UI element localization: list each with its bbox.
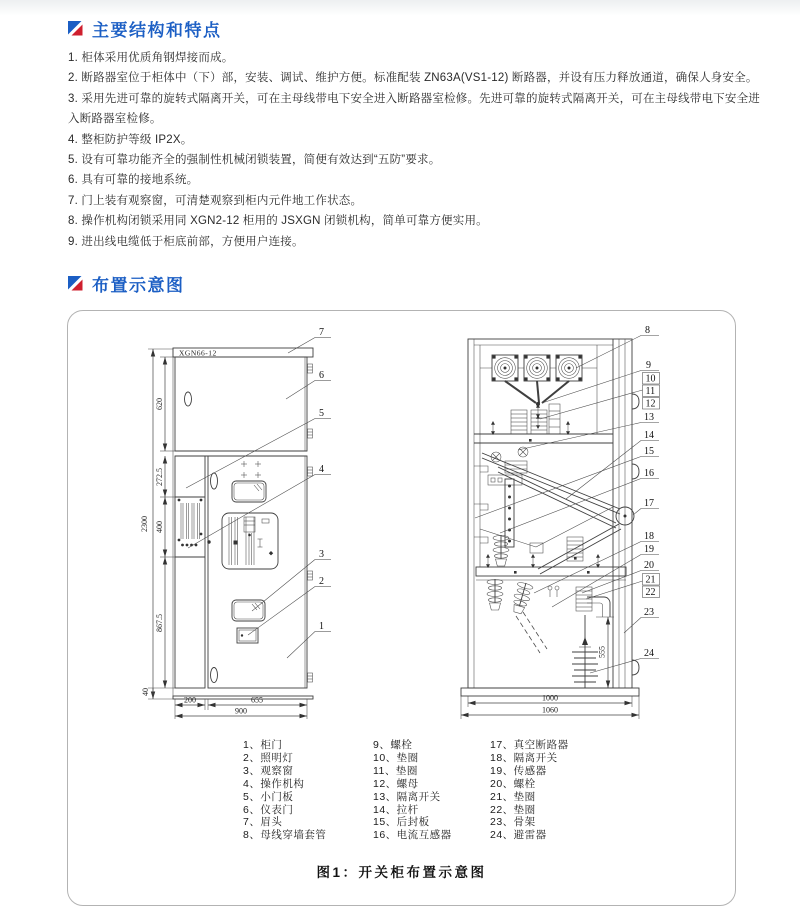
- callout-number: 15: [644, 446, 654, 457]
- features-section-title: 主要结构和特点: [92, 21, 222, 40]
- callout-number: 16: [644, 468, 654, 479]
- parts-list-column-2: [373, 739, 452, 842]
- feature-item: 8. 操作机构闭锁采用同 XGN2-12 柜用的 JSXGN 闭锁机构，简单可靠方便实用。: [68, 215, 488, 228]
- dimension-label: 620: [155, 398, 164, 410]
- callout-number: 5: [319, 408, 324, 419]
- parts-list-item: 14、拉杆: [373, 803, 419, 816]
- parts-list-item: 23、骨架: [490, 816, 536, 829]
- callout-number: 18: [644, 531, 654, 542]
- feature-item: 5. 设有可靠功能齐全的强制性机械闭锁装置，简便有效达到“五防”要求。: [68, 154, 441, 167]
- parts-list-item: 10、垫圈: [373, 751, 419, 764]
- feature-item: 6. 具有可靠的接地系统。: [68, 174, 199, 187]
- parts-list-item: 18、隔离开关: [490, 751, 558, 764]
- dimension-label: 40: [141, 688, 150, 696]
- callout-number: 19: [644, 544, 654, 555]
- parts-list-item: 17、真空断路器: [490, 739, 569, 751]
- callout-number: 4: [319, 464, 324, 475]
- parts-list-item: 9、螺栓: [373, 739, 413, 751]
- callout-number: 2: [319, 576, 324, 587]
- callout-number: 11: [645, 386, 656, 397]
- feature-item: 1. 柜体采用优质角钢焊接而成。: [68, 52, 234, 64]
- section-bullet-icon: [68, 276, 83, 291]
- dimension-label: 555: [597, 646, 607, 658]
- parts-list-item: 13、隔离开关: [373, 790, 441, 803]
- dimension-label: 1000: [542, 693, 558, 703]
- figure-panel: [67, 310, 736, 906]
- callout-number: 21: [645, 574, 656, 586]
- parts-list-item: 2、照明灯: [243, 751, 294, 764]
- callout-number: 8: [645, 325, 650, 336]
- parts-list-column-1: [243, 739, 326, 842]
- parts-list-item: 21、垫圈: [490, 790, 536, 803]
- callout-number: 7: [319, 327, 324, 338]
- parts-list-column-3: [490, 739, 569, 842]
- callout-number: 14: [644, 430, 654, 441]
- dimension-label: 867.5: [155, 614, 164, 632]
- feature-item: 4. 整柜防护等级 IP2X。: [68, 133, 193, 146]
- dimension-label: 400: [155, 521, 164, 533]
- feature-item: 2. 断路器室位于柜体中（下）部，安装、调试、维护方便。标准配装 ZN63A(VS1-12) 断路器，并设有压力释放通道，确保人身安全。: [68, 72, 758, 85]
- feature-item: 3. 采用先进可靠的旋转式隔离开关，可在主母线带电下安全进入断路器室检修。先进可靠的旋转式隔离开关，可在主母线带电下安全进入断路器室检修。: [68, 92, 760, 126]
- dimension-label: 200: [184, 695, 196, 705]
- parts-list-item: 7、眉头: [243, 816, 283, 829]
- dimension-label: 1060: [542, 705, 558, 715]
- dimension-label: 272.5: [155, 468, 164, 486]
- features-section-header: [68, 16, 222, 41]
- features-list: [68, 48, 762, 252]
- parts-list-item: 1、柜门: [243, 739, 283, 751]
- figure-caption: 图1：开关柜布置示意图: [316, 865, 487, 880]
- parts-list-item: 22、垫圈: [490, 803, 536, 816]
- callout-number: 20: [644, 560, 654, 571]
- callout-number: 23: [644, 607, 654, 618]
- callout-number: 13: [644, 412, 654, 423]
- parts-list-item: 19、传感器: [490, 764, 547, 777]
- parts-list-item: 3、观察窗: [243, 764, 294, 777]
- feature-item: 7. 门上装有观察窗，可清楚观察到柜内元件地工作状态。: [68, 194, 363, 207]
- parts-list-item: 24、避雷器: [490, 829, 547, 842]
- callout-number: 3: [319, 549, 324, 560]
- callout-number: 6: [319, 370, 324, 381]
- dimension-label: 655: [251, 695, 263, 705]
- callout-number: 17: [644, 498, 654, 509]
- callout-number: 24: [644, 648, 654, 659]
- parts-list-item: 5、小门板: [243, 790, 294, 803]
- parts-list-item: 4、操作机构: [243, 777, 305, 790]
- layout-section-header: [68, 271, 185, 296]
- layout-section-title: 布置示意图: [92, 276, 185, 295]
- parts-list-item: 12、螺母: [373, 777, 419, 790]
- side-view-drawing: [461, 325, 660, 719]
- callout-number: 9: [646, 360, 651, 371]
- dimension-label: 2300: [140, 516, 149, 532]
- parts-list-item: 15、后封板: [373, 816, 430, 829]
- parts-list-item: 6、仪表门: [243, 803, 294, 816]
- section-bullet-icon: [68, 21, 83, 36]
- model-label: XGN66-12: [179, 348, 217, 358]
- parts-list-item: 16、电流互感器: [373, 829, 452, 842]
- callout-number: 22: [645, 587, 656, 598]
- callout-number: 1: [319, 621, 324, 632]
- dimension-label: 900: [235, 706, 247, 716]
- feature-item: 9. 进出线电缆低于柜底前部，方便用户连接。: [68, 235, 304, 248]
- callout-number: 12: [645, 398, 656, 410]
- callout-number: 10: [645, 373, 656, 385]
- parts-list-item: 11、垫圈: [373, 764, 418, 777]
- parts-list-item: 8、母线穿墙套管: [243, 829, 327, 842]
- front-view-drawing: [140, 327, 331, 719]
- parts-list-item: 20、螺栓: [490, 777, 536, 790]
